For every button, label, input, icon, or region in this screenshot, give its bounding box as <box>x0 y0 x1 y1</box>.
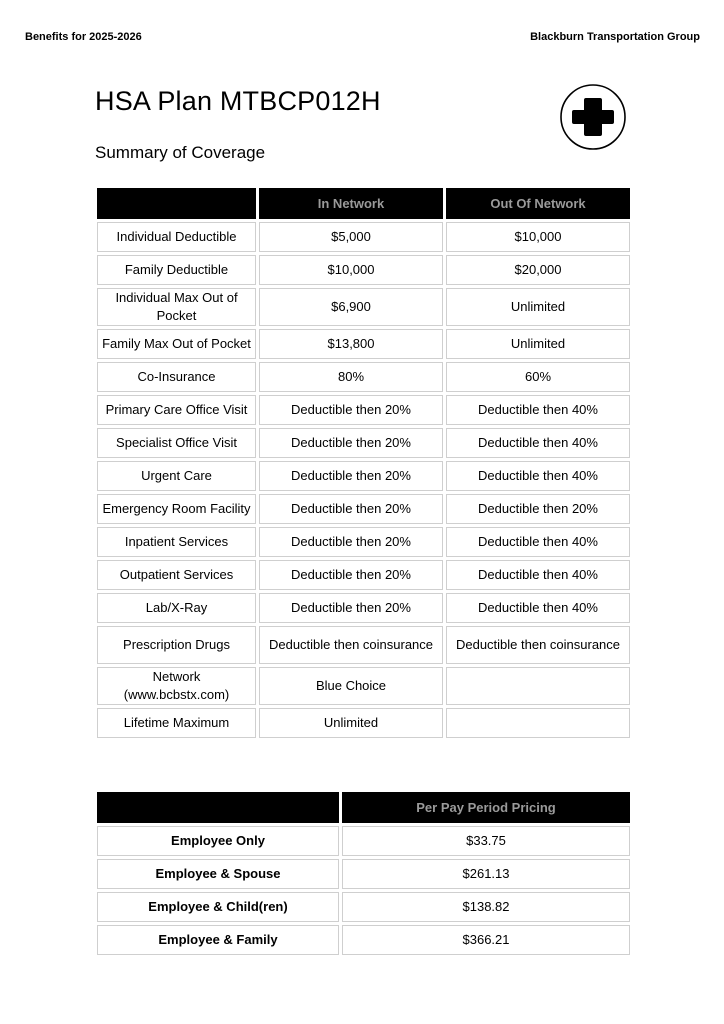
table-row <box>97 859 630 889</box>
out-of-network-value: Deductible then 40% <box>446 428 630 458</box>
in-network-value: $10,000 <box>259 255 443 285</box>
coverage-table <box>94 185 633 741</box>
table-row <box>97 461 630 491</box>
coverage-header-blank <box>97 188 256 219</box>
tier-label: Employee & Family <box>97 925 339 955</box>
table-row <box>97 494 630 524</box>
page-title: HSA Plan MTBCP012H <box>95 86 381 116</box>
row-label: Lab/X-Ray <box>97 593 256 623</box>
table-row <box>97 255 630 285</box>
table-row <box>97 428 630 458</box>
out-of-network-value: Deductible then 40% <box>446 593 630 623</box>
table-row <box>97 288 630 326</box>
table-row <box>97 708 630 738</box>
header-left: Benefits for 2025-2026 <box>25 31 142 43</box>
tier-price: $33.75 <box>342 826 630 856</box>
table-row <box>97 626 630 664</box>
in-network-value: $5,000 <box>259 222 443 252</box>
out-of-network-value: Deductible then 40% <box>446 461 630 491</box>
tier-label: Employee & Child(ren) <box>97 892 339 922</box>
out-of-network-value: $20,000 <box>446 255 630 285</box>
pricing-table <box>94 789 633 958</box>
row-label: Emergency Room Facility <box>97 494 256 524</box>
table-row <box>97 826 630 856</box>
row-label: Prescription Drugs <box>97 626 256 664</box>
medical-cross-icon <box>560 84 626 150</box>
in-network-value: Blue Choice <box>259 667 443 705</box>
table-row <box>97 892 630 922</box>
row-label: Primary Care Office Visit <box>97 395 256 425</box>
out-of-network-value: 60% <box>446 362 630 392</box>
row-label: Inpatient Services <box>97 527 256 557</box>
row-label: Outpatient Services <box>97 560 256 590</box>
out-of-network-value: Unlimited <box>446 329 630 359</box>
tier-price: $138.82 <box>342 892 630 922</box>
in-network-value: Unlimited <box>259 708 443 738</box>
header-right: Blackburn Transportation Group <box>530 31 700 43</box>
row-label: Network (www.bcbstx.com) <box>97 667 256 705</box>
in-network-value: Deductible then coinsurance <box>259 626 443 664</box>
tier-price: $261.13 <box>342 859 630 889</box>
coverage-header-row <box>97 188 630 219</box>
in-network-value: Deductible then 20% <box>259 560 443 590</box>
table-row <box>97 527 630 557</box>
out-of-network-value: Deductible then 20% <box>446 494 630 524</box>
out-of-network-value: Deductible then 40% <box>446 395 630 425</box>
table-row <box>97 329 630 359</box>
out-of-network-value: Deductible then coinsurance <box>446 626 630 664</box>
coverage-header-out-of-network: Out Of Network <box>446 188 630 219</box>
out-of-network-value: Deductible then 40% <box>446 527 630 557</box>
pricing-header-blank <box>97 792 339 823</box>
in-network-value: Deductible then 20% <box>259 527 443 557</box>
pricing-header-row <box>97 792 630 823</box>
pricing-header-per-pay-period: Per Pay Period Pricing <box>342 792 630 823</box>
table-row <box>97 395 630 425</box>
out-of-network-value <box>446 667 630 705</box>
out-of-network-value: Deductible then 40% <box>446 560 630 590</box>
in-network-value: Deductible then 20% <box>259 395 443 425</box>
in-network-value: Deductible then 20% <box>259 494 443 524</box>
in-network-value: Deductible then 20% <box>259 428 443 458</box>
tier-price: $366.21 <box>342 925 630 955</box>
table-row <box>97 362 630 392</box>
table-row <box>97 222 630 252</box>
row-label: Co-Insurance <box>97 362 256 392</box>
in-network-value: 80% <box>259 362 443 392</box>
table-row <box>97 560 630 590</box>
table-row <box>97 667 630 705</box>
coverage-header-in-network: In Network <box>259 188 443 219</box>
row-label: Specialist Office Visit <box>97 428 256 458</box>
row-label: Individual Max Out of Pocket <box>97 288 256 326</box>
page-subtitle: Summary of Coverage <box>95 143 266 162</box>
row-label: Urgent Care <box>97 461 256 491</box>
in-network-value: Deductible then 20% <box>259 461 443 491</box>
out-of-network-value: $10,000 <box>446 222 630 252</box>
in-network-value: $13,800 <box>259 329 443 359</box>
tier-label: Employee & Spouse <box>97 859 339 889</box>
row-label: Family Deductible <box>97 255 256 285</box>
row-label: Individual Deductible <box>97 222 256 252</box>
row-label: Family Max Out of Pocket <box>97 329 256 359</box>
in-network-value: Deductible then 20% <box>259 593 443 623</box>
out-of-network-value <box>446 708 630 738</box>
row-label: Lifetime Maximum <box>97 708 256 738</box>
out-of-network-value: Unlimited <box>446 288 630 326</box>
tier-label: Employee Only <box>97 826 339 856</box>
table-row <box>97 593 630 623</box>
table-row <box>97 925 630 955</box>
in-network-value: $6,900 <box>259 288 443 326</box>
